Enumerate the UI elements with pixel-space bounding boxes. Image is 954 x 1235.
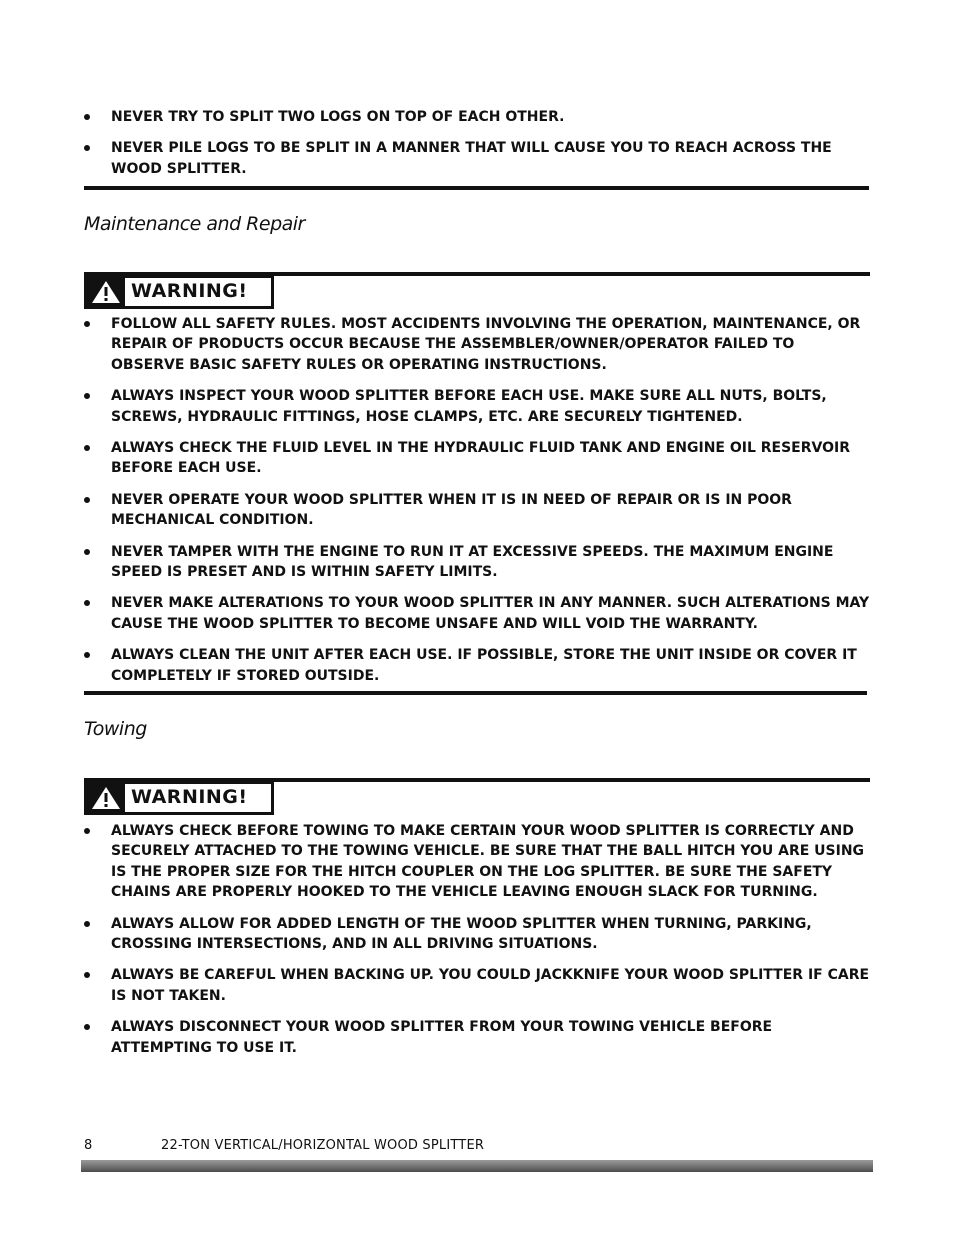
list-item: NEVER TRY TO SPLIT TWO LOGS ON TOP OF EACH OTHER. [84,107,870,127]
list-item: ALWAYS CLEAN THE UNIT AFTER EACH USE. IF POSSIBLE, STORE THE UNIT INSIDE OR COVER IT COMPLETELY IF STORED OUTSIDE. [84,645,870,686]
list-item: FOLLOW ALL SAFETY RULES. MOST ACCIDENTS INVOLVING THE OPERATION, MAINTENANCE, OR REPAIR OF PRODUCTS OCCUR BECAUSE THE ASSEMBLER/OWNER/OPERATOR FAILED TO OBSERVE BASIC SAFETY RULES OR OPERATING INSTRUCTIONS. [84,314,870,375]
bullet-icon [84,393,90,399]
bullet-icon [84,600,90,606]
list-item: ALWAYS BE CAREFUL WHEN BACKING UP. YOU COULD JACKKNIFE YOUR WOOD SPLITTER IF CARE IS NOT TAKEN. [84,965,870,1006]
bullet-icon [84,321,90,327]
section-divider [84,186,869,190]
list-item: ALWAYS CHECK THE FLUID LEVEL IN THE HYDRAULIC FLUID TANK AND ENGINE OIL RESERVOIR BEFORE EACH USE. [84,438,870,479]
bullet-icon [84,828,90,834]
warning-triangle-icon [87,784,125,812]
list-item: NEVER PILE LOGS TO BE SPLIT IN A MANNER THAT WILL CAUSE YOU TO REACH ACROSS THE WOOD SPLITTER. [84,138,870,179]
warning-banner [84,778,870,818]
bullet-icon [84,1024,90,1030]
bullet-icon [84,652,90,658]
section-heading-towing: Towing [84,718,147,740]
footer-bar [81,1160,873,1172]
warning-label-box [84,781,274,815]
section-divider [84,691,867,695]
list-item: ALWAYS INSPECT YOUR WOOD SPLITTER BEFORE EACH USE. MAKE SURE ALL NUTS, BOLTS, SCREWS, HYDRAULIC FITTINGS, HOSE CLAMPS, ETC. ARE SECURELY TIGHTENED. [84,386,870,427]
bullet-icon [84,972,90,978]
list-item: NEVER TAMPER WITH THE ENGINE TO RUN IT AT EXCESSIVE SPEEDS. THE MAXIMUM ENGINE SPEED IS PRESET AND IS WITHIN SAFETY LIMITS. [84,542,870,583]
bullet-icon [84,549,90,555]
towing-list [84,821,870,1069]
warning-triangle-icon [87,278,125,306]
warning-label-box [84,275,274,309]
bullet-icon [84,921,90,927]
maintenance-list [84,314,870,697]
list-item: NEVER MAKE ALTERATIONS TO YOUR WOOD SPLITTER IN ANY MANNER. SUCH ALTERATIONS MAY CAUSE THE WOOD SPLITTER TO BECOME UNSAFE AND WILL VOID THE WARRANTY. [84,593,870,634]
bullet-icon [84,114,90,120]
warning-label: WARNING! [131,786,248,808]
bullet-icon [84,145,90,151]
top-safety-list [84,107,870,190]
list-item: ALWAYS DISCONNECT YOUR WOOD SPLITTER FROM YOUR TOWING VEHICLE BEFORE ATTEMPTING TO USE IT. [84,1017,870,1058]
bullet-icon [84,497,90,503]
footer-title: 22-TON VERTICAL/HORIZONTAL WOOD SPLITTER [161,1138,485,1153]
page-number: 8 [84,1138,93,1153]
warning-label: WARNING! [131,280,248,302]
list-item: ALWAYS CHECK BEFORE TOWING TO MAKE CERTAIN YOUR WOOD SPLITTER IS CORRECTLY AND SECURELY ATTACHED TO THE TOWING VEHICLE. BE SURE THAT THE BALL HITCH YOU ARE USING IS THE PROPER SIZE FOR THE HITCH COUPLER ON THE LOG SPLITTER. BE SURE THE SAFETY CHAINS ARE PROPERLY HOOKED TO THE VEHICLE LEAVING ENOUGH SLACK FOR TURNING. [84,821,870,903]
warning-banner [84,272,870,312]
list-item: NEVER OPERATE YOUR WOOD SPLITTER WHEN IT IS IN NEED OF REPAIR OR IS IN POOR MECHANICAL CONDITION. [84,490,870,531]
section-heading-maintenance: Maintenance and Repair [84,213,305,235]
list-item: ALWAYS ALLOW FOR ADDED LENGTH OF THE WOOD SPLITTER WHEN TURNING, PARKING, CROSSING INTERSECTIONS, AND IN ALL DRIVING SITUATIONS. [84,914,870,955]
bullet-icon [84,445,90,451]
